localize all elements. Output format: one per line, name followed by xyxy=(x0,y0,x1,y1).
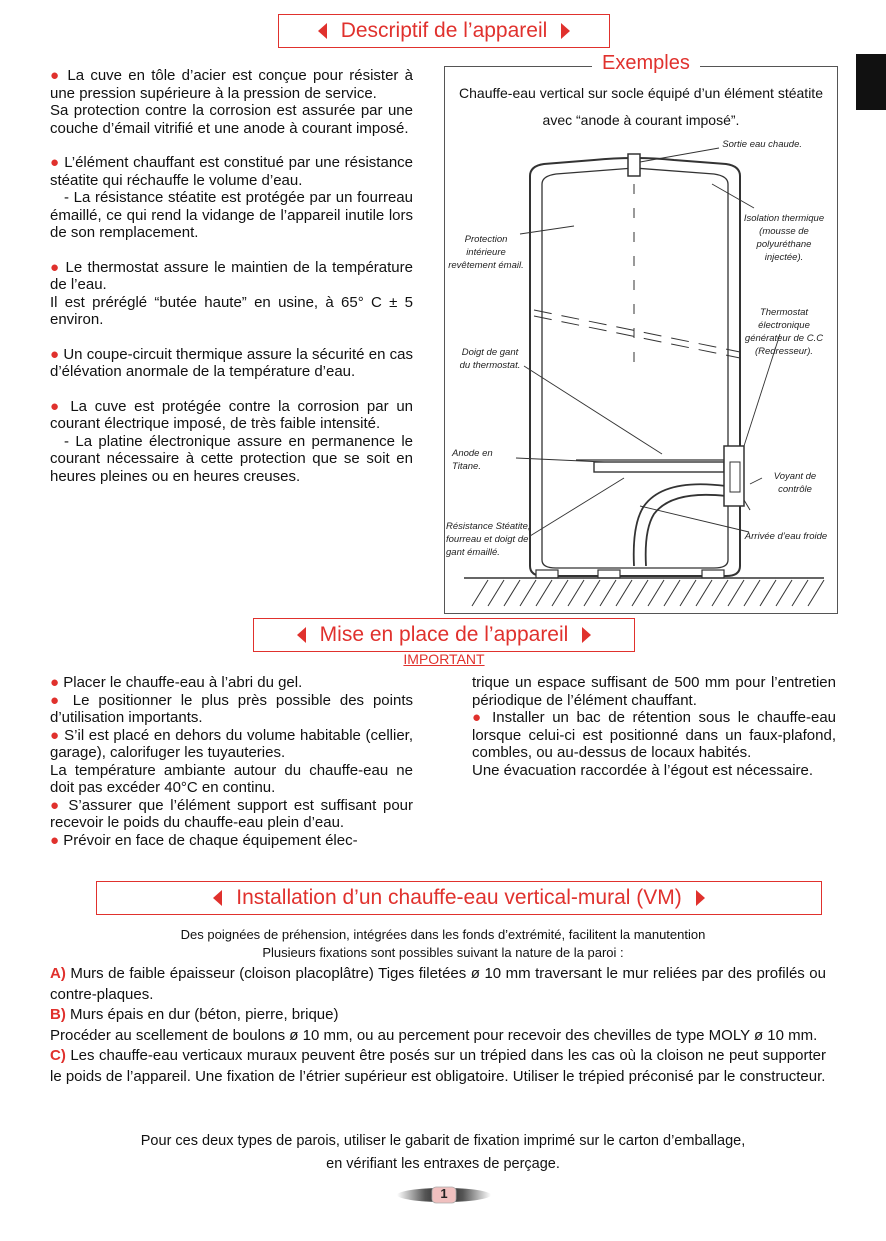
header-mise-en-place-label: Mise en place de l’appareil xyxy=(319,623,569,646)
mise-cont: trique un espace suffisant de 500 mm pour l’entretien périodique de l’élément chauffant. xyxy=(472,674,836,709)
header-descriptif-label: Descriptif de l’appareil xyxy=(340,19,548,42)
descriptif-p5b: - La platine électronique assure en permanence le courant nécessaire à cette protection que se soit en heures pleines ou en heures creuses. xyxy=(50,432,413,485)
bullet-icon: ● xyxy=(50,397,63,415)
installation-outro1: Pour ces deux types de parois, utiliser le gabarit de fixation imprimé sur le carton d’emballage, xyxy=(140,1133,746,1149)
bullet-icon: ● xyxy=(50,154,60,171)
mise-b2: ● Le positionner le plus près possible des points d’utilisation importants. xyxy=(50,691,413,726)
mise-b6b: Une évacuation raccordée à l’égout est nécessaire. xyxy=(472,761,814,779)
label-sortie: Sortie eau chaude. xyxy=(722,139,802,150)
mise-b5: ● Prévoir en face de chaque équipement élec- xyxy=(50,831,358,849)
mise-left-column xyxy=(50,674,413,849)
header-installation-label: Installation d’un chauffe-eau vertical-mural (VM) xyxy=(236,886,682,909)
arrow-left-icon xyxy=(318,23,327,39)
arrow-right-icon xyxy=(561,23,570,39)
installation-outro2: en vérifiant les entraxes de perçage. xyxy=(326,1156,560,1172)
label-thermostat: Thermostat électronique générateur de C.C (Redresseur). xyxy=(744,307,824,357)
page-number: 1 xyxy=(440,1186,448,1201)
bullet-icon: ● xyxy=(50,674,60,691)
installation-a: A) Murs de faible épaisseur (cloison placoplâtre) Tiges filetées ø 10 mm traversant le mur reliées par des profilés ou contre-plaques. xyxy=(50,965,826,1003)
installation-intro2: Plusieurs fixations sont possibles suivant la nature de la paroi : xyxy=(262,945,624,960)
bullet-icon: ● xyxy=(50,691,64,709)
label-resistance: Résistance Stéatite, fourreau et doigt de gant émaillé. xyxy=(446,521,531,558)
bullet-icon: ● xyxy=(50,345,60,363)
mise-b6: ● Installer un bac de rétention sous le chauffe-eau lorsque celui-ci est positionné dans un faux-plafond, combles, ou au-dessus de locaux habités. xyxy=(472,709,837,761)
descriptif-p3b: Il est préréglé “butée haute” en usine, à 65° C ± 5 environ. xyxy=(50,293,413,328)
arrow-left-icon xyxy=(213,890,222,906)
label-anode: Anode en Titane. xyxy=(452,448,493,472)
bullet-icon: ● xyxy=(50,796,62,814)
bullet-icon: ● xyxy=(50,726,60,744)
header-installation xyxy=(96,881,822,915)
descriptif-p2b: - La résistance stéatite est protégée par un fourreau émaillé, ce qui rend la vidange de l’appareil inutile lors de son remplacement. xyxy=(50,189,413,241)
header-descriptif xyxy=(278,14,610,48)
mise-b3b: La température ambiante autour du chauffe-eau ne doit pas excéder 40°C en continu. xyxy=(50,761,413,796)
descriptif-p5a: ● La cuve est protégée contre la corrosion par un courant électrique imposé, de très faible intensité. xyxy=(50,397,414,432)
descriptif-p2a: ● L’élément chauffant est constitué par une résistance stéatite qui réchauffe le volume d’eau. xyxy=(50,154,413,189)
arrow-right-icon xyxy=(582,627,591,643)
mise-b3: ● S’il est placé en dehors du volume habitable (cellier, garage), calorifuger les tuyauteries. xyxy=(50,726,414,761)
descriptif-p4: ● Un coupe-circuit thermique assure la sécurité en cas d’élévation anormale de la température d’eau. xyxy=(50,345,413,380)
descriptif-p1a: ● La cuve en tôle d’acier est conçue pour résister à une pression supérieure à la pression de service. xyxy=(50,67,413,102)
label-isolation: Isolation thermique (mousse de polyuréthane injectée). xyxy=(743,213,825,263)
arrow-left-icon xyxy=(297,627,306,643)
descriptif-p1b: Sa protection contre la corrosion est assurée par une couche d’émail vitrifié et une anode à courant imposé. xyxy=(50,102,413,137)
label-arrivee: Arrivée d’eau froide xyxy=(744,531,828,542)
installation-c: C) Les chauffe-eau verticaux muraux peuvent être posés sur un trépied dans les cas où la cloison ne peut supporter le poids de l’appareil. Une fixation de l’étrier supérieur est obligatoire. Utiliser le trépied préconisé par le constructeur. xyxy=(50,1047,826,1085)
installation-b: B) Murs épais en dur (béton, pierre, brique) xyxy=(50,1006,339,1023)
bullet-icon: ● xyxy=(50,258,61,276)
label-voyant: Voyant de contrôle xyxy=(773,471,817,495)
mise-b4: ● S’assurer que l’élément support est suffisant pour recevoir le poids du chauffe-eau plein d’eau. xyxy=(50,796,414,831)
mise-right-column xyxy=(472,674,836,779)
descriptif-p3a: ● Le thermostat assure le maintien de la température de l’eau. xyxy=(50,258,413,293)
bullet-icon: ● xyxy=(50,831,60,849)
examples-title: Exemples xyxy=(592,52,700,75)
header-mise-en-place xyxy=(253,618,635,652)
mise-b1: ● Placer le chauffe-eau à l’abri du gel. xyxy=(50,674,303,691)
important-label: IMPORTANT xyxy=(403,651,485,667)
label-doigt: Doigt de gant du thermostat. xyxy=(459,347,521,371)
examples-caption: Chauffe-eau vertical sur socle équipé d’un élément stéatite avec “anode à courant imposé”. xyxy=(459,85,823,128)
page-tab-marker xyxy=(856,54,886,110)
installation-body xyxy=(50,964,826,1087)
bullet-icon: ● xyxy=(50,67,62,84)
arrow-right-icon xyxy=(696,890,705,906)
installation-b2: Procéder au scellement de boulons ø 10 mm, ou au percement pour recevoir des chevilles de type MOLY ø 10 mm. xyxy=(50,1026,818,1044)
descriptif-column xyxy=(50,67,413,485)
label-protection: Protection intérieure revêtement émail. xyxy=(448,234,524,271)
bullet-icon: ● xyxy=(472,709,485,726)
installation-intro1: Des poignées de préhension, intégrées dans les fonds d’extrémité, facilitent la manutention xyxy=(180,927,706,942)
